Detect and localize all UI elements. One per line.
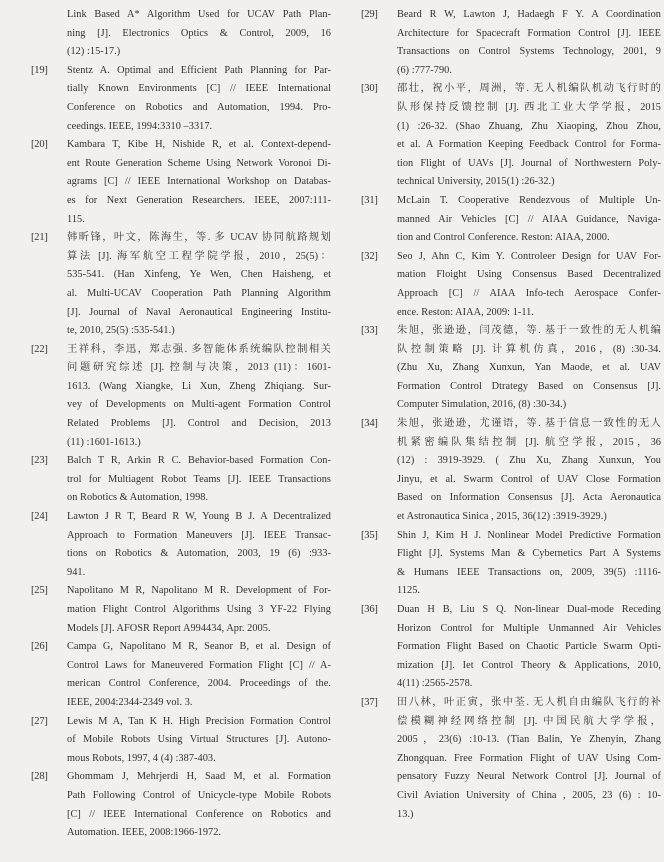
reference-line: et Astronautica Sinica , 2015, 36(12) :3919-3929.) <box>397 511 607 523</box>
reference-text <box>67 768 331 842</box>
reference-item <box>361 192 661 248</box>
reference-text <box>67 582 331 638</box>
reference-line: Transactions on Control Systems Technology, 2001, 9 <box>397 46 661 58</box>
reference-line: agrams [C] // IEEE International Workshop on Databas- <box>67 176 331 188</box>
reference-line: Kambara T, Kibe H, Nishide R, et al. Context-depend- <box>67 139 331 151</box>
reference-line: Lewis M A, Tan K H. High Precision Formation Control <box>67 715 331 727</box>
reference-line: 队形保持反馈控制 [J]. 西北工业大学学报，2015 <box>397 101 661 113</box>
reference-line: Related Problems [J]. Control and Decision, 2013 <box>67 418 331 430</box>
reference-line: 朱旭，张逊逊，闫茂德，等. 基于一致性的无人机编 <box>397 325 661 337</box>
reference-number: [34] <box>361 418 378 430</box>
reference-text <box>67 62 331 136</box>
reference-line: Approach to Formation Maneuvers [J]. IEEE Transac- <box>67 529 331 541</box>
reference-number: [25] <box>31 585 48 597</box>
reference-item <box>361 527 661 601</box>
reference-line: (12) :15-17.) <box>67 46 121 58</box>
reference-line: Jinyu, et al. Swarm Control of UAV Close Formation <box>397 473 661 485</box>
reference-line: ent Route Generation Scheme Using Network Voronoi Di- <box>67 157 331 169</box>
reference-line: Link Based A* Algorithm Used for UCAV Path Plan- <box>67 9 331 20</box>
reference-item <box>361 6 661 80</box>
reference-line: IEEE, 2004:2344-2349 vol. 3. <box>67 696 193 708</box>
reference-line: Stentz A. Optimal and Efficient Path Planning for Par- <box>67 64 331 76</box>
reference-line: [C] // IEEE International Conference on Robotics and <box>67 808 331 820</box>
reference-text <box>397 415 661 527</box>
reference-line: tially Known Environments [C] // IEEE International <box>67 83 331 95</box>
reference-line: vey of Developments on Multi-agent Formation Control <box>67 399 331 411</box>
reference-number: [36] <box>361 604 378 615</box>
reference-line: te, 2010, 25(5) :535-541.) <box>67 325 175 337</box>
reference-line: mization [J]. Iet Control Theory & Applications, 2010, <box>397 659 661 671</box>
reference-text <box>397 694 661 824</box>
reference-line: ceedings. IEEE, 1994:3310 –3317. <box>67 120 213 132</box>
references-column-left <box>31 6 331 843</box>
reference-item <box>31 136 331 229</box>
reference-line: (1) :26-32. (Shao Zhuang, Zhu Xiaoping, Zhou Zhou, <box>397 120 661 132</box>
reference-line: (11) :1601-1613.) <box>67 436 141 448</box>
reference-number: [22] <box>31 343 48 355</box>
reference-number: [35] <box>361 529 378 541</box>
reference-item <box>31 582 331 638</box>
reference-line: tions on Robotics & Automation, 2003, 19 (6) :933- <box>67 548 331 560</box>
reference-item <box>361 415 661 527</box>
reference-number: [28] <box>31 771 48 783</box>
reference-line: Napolitano M R, Napolitano M R. Development of For- <box>67 585 331 597</box>
reference-item <box>31 229 331 341</box>
reference-item <box>31 713 331 769</box>
reference-line: Ghommam J, Mehrjerdi H, Saad M, et al. Formation <box>67 771 331 783</box>
reference-item <box>361 694 661 824</box>
reference-line: Formation Flight Based on Chaotic Particle Swarm Opti- <box>397 641 661 653</box>
reference-line: 朱旭，张逊逊，尤谨语，等. 基于信息一致性的无人 <box>397 418 661 430</box>
reference-line: McLain T. Cooperative Rendezvous of Multiple Un- <box>397 194 661 206</box>
reference-line: (6) :777-790. <box>397 64 452 76</box>
reference-line: Balch T R, Arkin R C. Behavior-based Formation Con- <box>67 455 331 467</box>
reference-text <box>397 6 661 80</box>
reference-item <box>31 62 331 136</box>
reference-number: [31] <box>361 194 378 206</box>
reference-line: es for Next Generation Researchers. IEEE, 2007:111- <box>67 194 331 206</box>
reference-item <box>31 6 331 62</box>
reference-line: 1613. (Wang Xiangke, Li Xun, Zheng Zhiqiang. Sur- <box>67 380 331 392</box>
reference-line: of Mobile Robots Using Virtual Structures [J]. Autono- <box>67 734 331 746</box>
reference-line: Seo J, Ahn C, Kim Y. Controleer Design for UAV For- <box>397 250 661 262</box>
reference-line: Models [J]. AFOSR Report A994434, Apr. 2005. <box>67 622 271 634</box>
reference-text <box>67 6 331 62</box>
reference-line: Conference on Robotics and Automation, 1994. Pro- <box>67 101 331 113</box>
reference-line: manned Air Vehicles [C] // AIAA Guidance, Naviga- <box>397 213 661 225</box>
reference-number: [24] <box>31 511 48 523</box>
reference-number: [26] <box>31 641 48 653</box>
reference-text <box>67 341 331 453</box>
reference-item <box>31 638 331 712</box>
reference-line: [J]. Journal of Naval Aeronautical Engineering Institu- <box>67 306 331 318</box>
reference-line: (12) : 3919-3929. ( Zhu Xu, Zhang Xunxun, You <box>397 455 661 467</box>
reference-text <box>67 229 331 341</box>
reference-line: 算法 [J]. 海军航空工程学院学报，2010，25(5)： <box>67 250 331 262</box>
reference-item <box>361 322 661 415</box>
reference-text <box>397 601 661 694</box>
reference-line: 偿模糊神经网络控制 [J]. 中国民航大学学报， <box>397 715 661 727</box>
reference-line: ning [J]. Electronics Optics & Control, 2009, 16 <box>67 27 331 39</box>
reference-line: Civil Aviation University of China , 2005, 23 (6) : 10- <box>397 789 661 801</box>
reference-line: Shin J, Kim H J. Nonlinear Model Predictive Formation <box>397 529 661 541</box>
reference-line: 2005，23(6) :10-13. (Tian Balin, Ye Zhenyin, Zhang <box>397 734 661 746</box>
reference-line: Computer Simulation, 2016, (8) :30-34.) <box>397 399 567 411</box>
reference-line: & Humans IEEE Transactions on, 2009, 39(5) :1116- <box>397 566 661 578</box>
reference-line: Duan H B, Liu S Q. Non-linear Dual-mode Receding <box>397 604 661 615</box>
reference-number: [29] <box>361 9 378 20</box>
reference-line: 13.) <box>397 808 414 820</box>
reference-item <box>361 601 661 694</box>
reference-line: 1125. <box>397 585 421 597</box>
reference-line: mation Flight Control Algorithms Using 3 YF-22 Flying <box>67 604 331 615</box>
references-column-right <box>361 6 661 843</box>
reference-line: Campa G, Napolitano M R, Seanor B, et al. Design of <box>67 641 331 653</box>
reference-text <box>397 80 661 192</box>
reference-line: 邵壮，祝小平，周洲，等. 无人机编队机动飞行时的 <box>397 83 661 95</box>
reference-number: [20] <box>31 139 48 151</box>
reference-line: et al. A Formation Keeping Feedback Control for Forma- <box>397 139 661 151</box>
reference-line: merican Control Conference, 2004. Proceedings of the. <box>67 678 331 690</box>
reference-number: [32] <box>361 250 378 262</box>
reference-line: Beard R W, Lawton J, Hadaegh F Y. A Coordination <box>397 9 661 20</box>
reference-line: trol for Multiagent Robot Teams [J]. IEEE Transactions <box>67 473 331 485</box>
reference-item <box>31 341 331 453</box>
reference-line: Path Following Control of Unicycle-type Mobile Robots <box>67 789 331 801</box>
reference-line: 机紧密编队集结控制 [J]. 航空学报，2015，36 <box>397 436 661 448</box>
reference-line: (Zhu Xu, Zhang Xunxun, Yan Maode, et al. UAV <box>397 362 661 374</box>
reference-text <box>67 136 331 229</box>
reference-line: Automation. IEEE, 2008:1966-1972. <box>67 827 222 839</box>
reference-line: Formation Control Dtrategy Based on Consensus [J]. <box>397 380 661 392</box>
reference-line: tion Flight of UAVs [J]. Journal of Northwestern Poly- <box>397 157 661 169</box>
reference-line: Flight [J]. Systems Man & Cybernetics Part A Systems <box>397 548 661 560</box>
reference-line: 田八林，叶正寅，张中荃. 无人机自由编队飞行的补 <box>397 696 661 708</box>
reference-text <box>67 638 331 712</box>
reference-number: [33] <box>361 325 378 337</box>
reference-line: technical University, 2015(1) :26-32.) <box>397 176 555 188</box>
reference-number: [23] <box>31 455 48 467</box>
reference-line: tion and Control Conference. Reston: AIAA, 2000. <box>397 232 610 244</box>
reference-number: [21] <box>31 232 48 244</box>
reference-item <box>31 768 331 842</box>
reference-line: ence. Reston: AIAA, 2009: 1-11. <box>397 306 535 318</box>
reference-item <box>361 248 661 322</box>
reference-text <box>67 713 331 769</box>
reference-number: [37] <box>361 696 378 708</box>
reference-line: mation Floight Using Consensus Based Decentralized <box>397 269 661 281</box>
reference-line: al. Multi-UCAV Cooperation Path Planning Algorithm <box>67 287 331 299</box>
reference-line: Control Laws for Maneuvered Formation Flight [C] // A- <box>67 659 331 671</box>
reference-line: 115. <box>67 213 85 225</box>
reference-line: pensatory Fuzzy Neural Network Control [J]. Journal of <box>397 771 661 783</box>
reference-text <box>397 192 661 248</box>
reference-line: mous Robots, 1997, 4 (4) :387-403. <box>67 752 216 764</box>
reference-number: [30] <box>361 83 378 95</box>
reference-number: [19] <box>31 64 48 76</box>
reference-line: 4(11) :2565-2578. <box>397 678 473 690</box>
reference-text <box>397 248 661 322</box>
reference-line: 队控制策略 [J]. 计算机仿真，2016，(8) :30-34. <box>397 343 661 355</box>
reference-item <box>31 452 331 508</box>
reference-line: Horizon Control for Multiple Unmanned Air Vehicles <box>397 622 661 634</box>
reference-line: Zhongquan. Free Formation Flight of UAV Using Com- <box>397 752 661 764</box>
reference-line: 王祥科，李迅，郑志强. 多智能体系统编队控制相关 <box>67 343 331 355</box>
reference-text <box>67 452 331 508</box>
reference-item <box>361 80 661 192</box>
reference-line: Architecture for Spacecraft Formation Control [J]. IEEE <box>397 27 661 39</box>
reference-line: 韩昕锋，叶文，陈海生，等. 多 UCAV 协同航路规划 <box>67 232 331 244</box>
reference-line: Based on Information Consensus [J]. Acta Aeronautica <box>397 492 661 504</box>
reference-line: 941. <box>67 566 86 578</box>
reference-line: 535-541. (Han Xinfeng, Ye Wen, Chen Haisheng, et <box>67 269 331 281</box>
reference-line: Approach [C] // AIAA Info-tech Aerospace Confer- <box>397 287 661 299</box>
reference-line: 问题研究综述 [J]. 控制与决策，2013 (11)：1601- <box>67 362 331 374</box>
reference-line: on Robotics & Automation, 1998. <box>67 492 209 504</box>
reference-item <box>31 508 331 582</box>
reference-text <box>397 322 661 415</box>
reference-text <box>397 527 661 601</box>
reference-line: Lawton J R T, Beard R W, Young B J. A Decentralized <box>67 511 331 523</box>
reference-text <box>67 508 331 582</box>
reference-number: [27] <box>31 715 48 727</box>
